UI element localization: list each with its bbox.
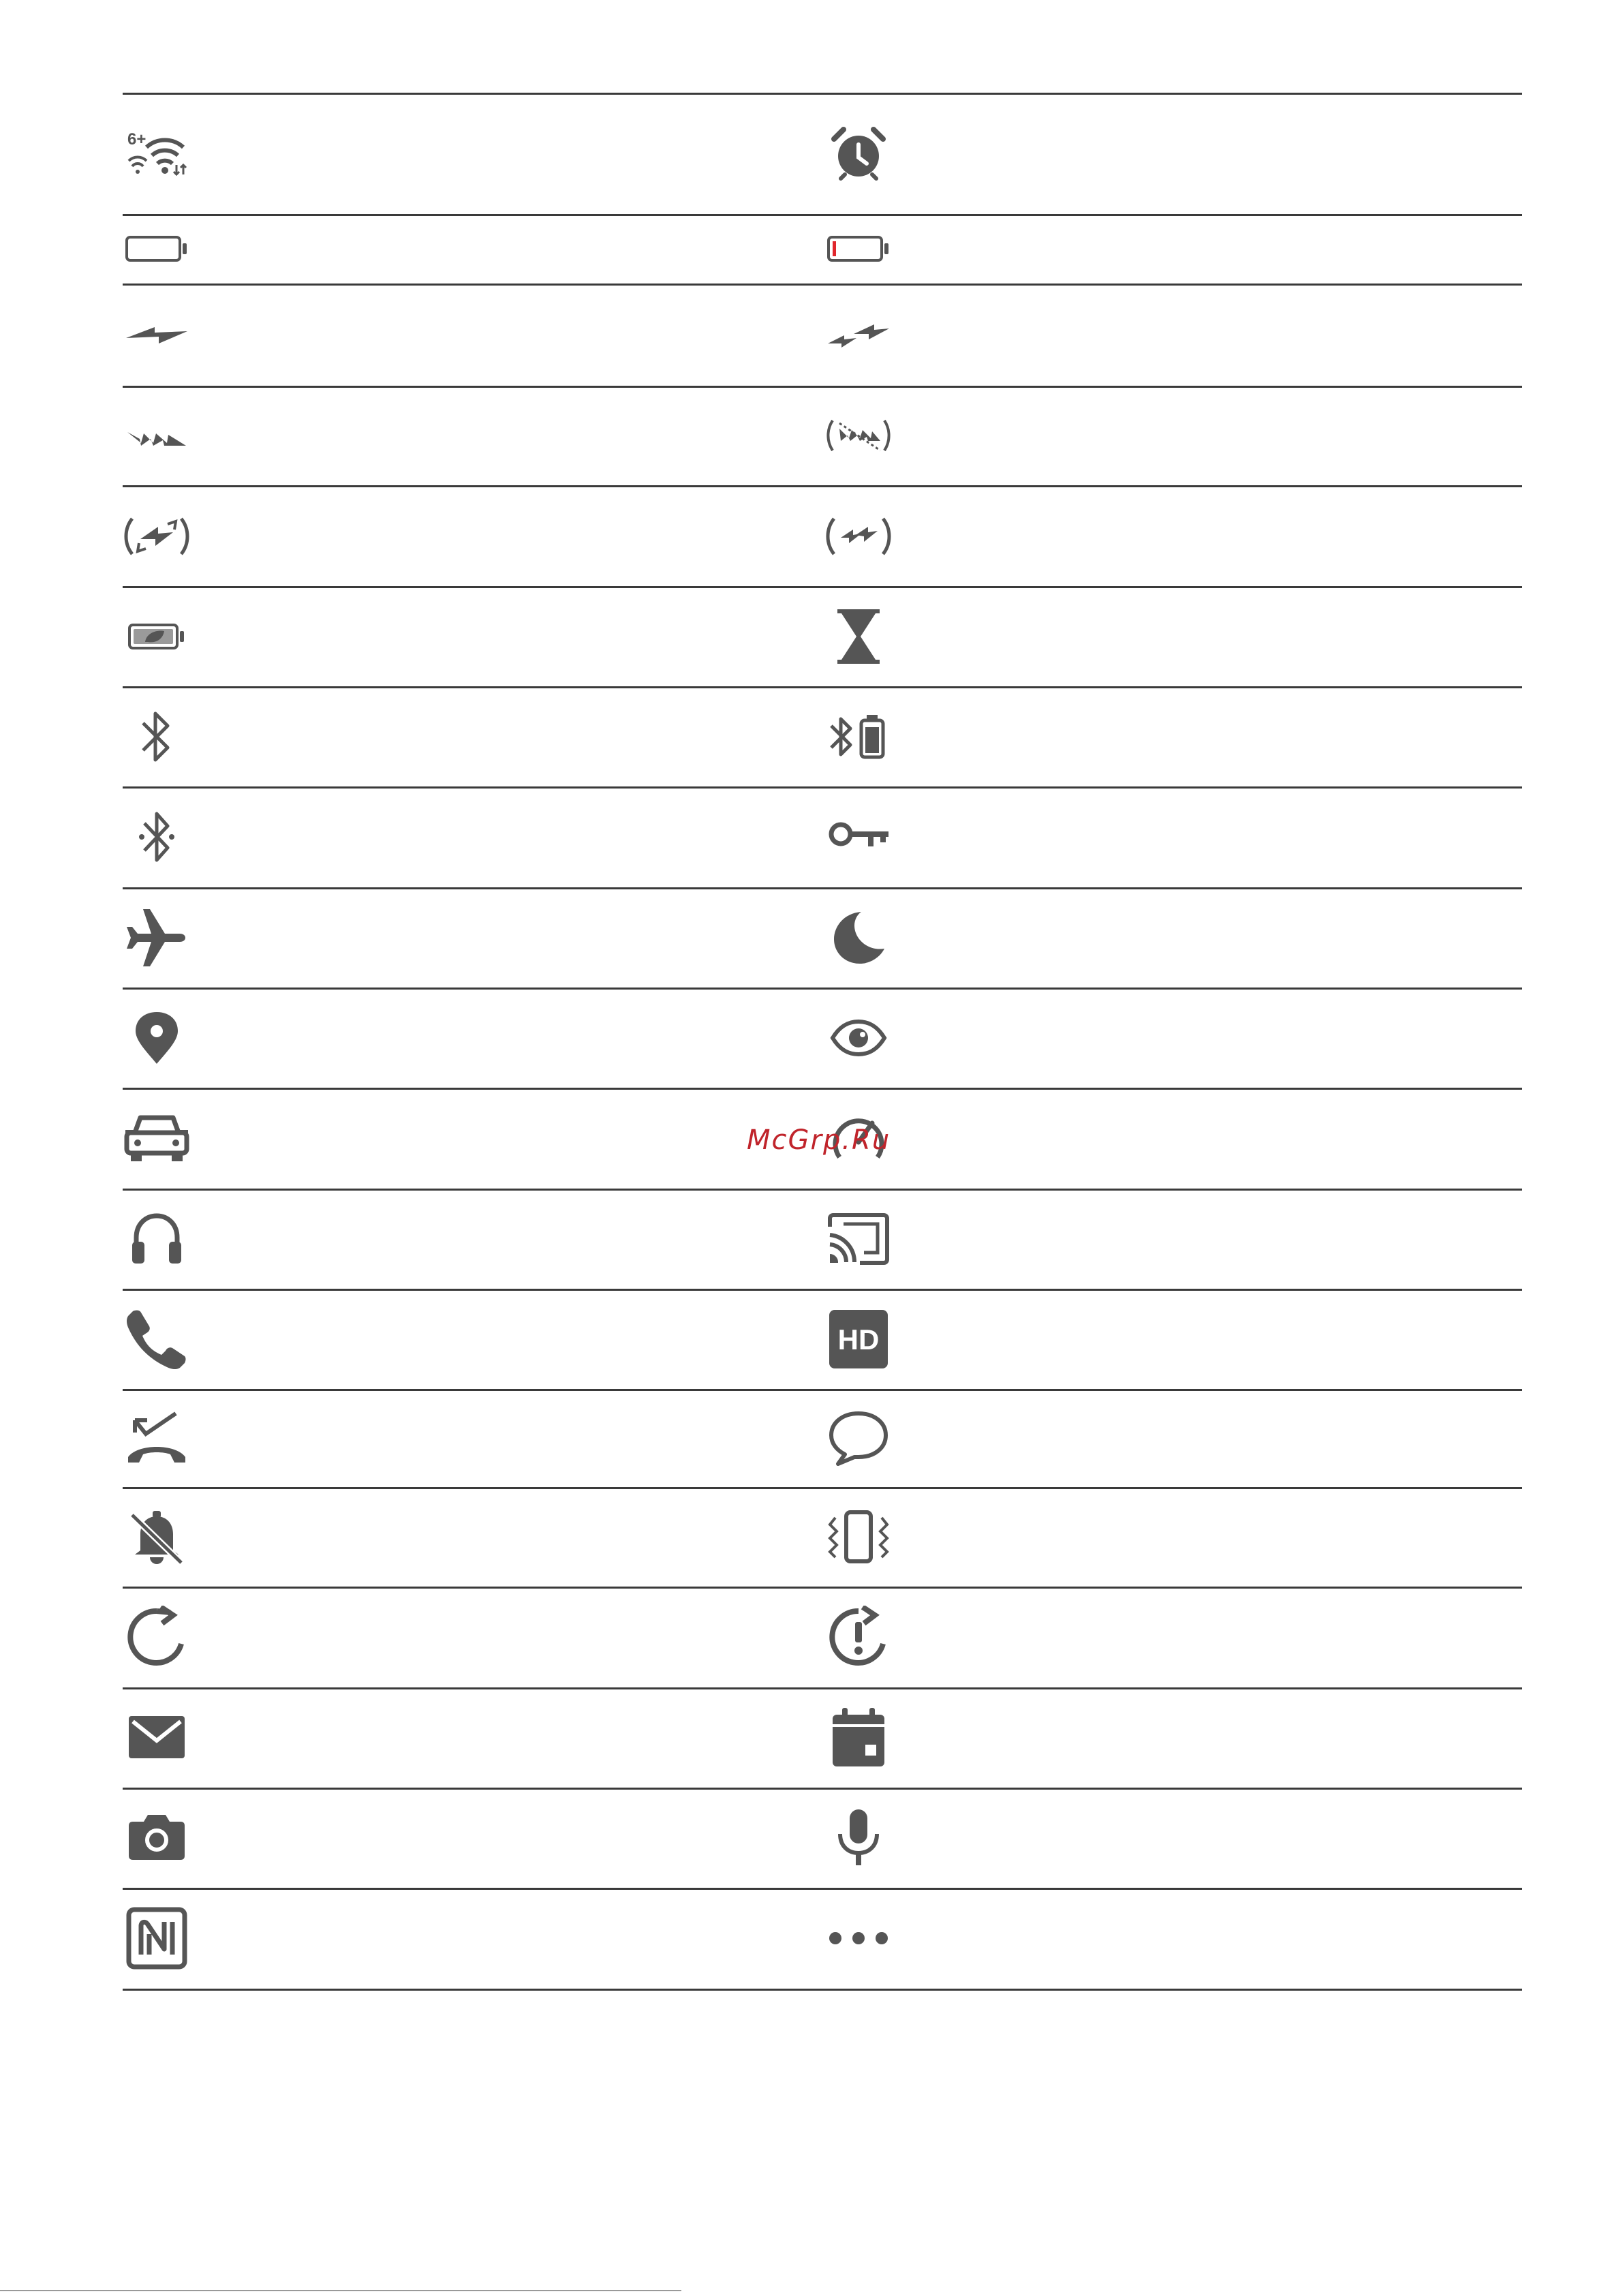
table-rule xyxy=(123,1989,1522,1991)
email-icon xyxy=(123,1703,191,1771)
location-pin-icon xyxy=(123,1004,191,1072)
table-rule xyxy=(123,386,1522,388)
wireless-quick-charging-icon xyxy=(824,502,893,570)
table-rule xyxy=(123,988,1522,990)
table-rule xyxy=(123,1587,1522,1589)
table-rule xyxy=(123,284,1522,286)
hd-voice-icon xyxy=(824,1305,893,1373)
missed-call-icon xyxy=(123,1404,191,1472)
syncing-icon xyxy=(123,1603,191,1671)
table-rule xyxy=(123,1487,1522,1489)
wireless-charging-icon xyxy=(123,502,191,570)
page-bottom-rule xyxy=(0,2290,681,2291)
microphone-icon xyxy=(824,1803,893,1871)
bluetooth-device-battery-icon xyxy=(824,703,893,771)
driving-mode-car-icon xyxy=(123,1104,191,1172)
table-rule xyxy=(123,1289,1522,1291)
wireless-super-charging-icon xyxy=(824,401,893,470)
table-rule xyxy=(123,485,1522,487)
svg-text:HD: HD xyxy=(837,1323,880,1356)
vibration-icon xyxy=(824,1503,893,1571)
super-charging-icon xyxy=(123,401,191,470)
table-rule xyxy=(123,1389,1522,1391)
hourglass-icon xyxy=(824,602,893,671)
camera-icon xyxy=(123,1803,191,1871)
headset-icon xyxy=(123,1205,191,1273)
table-rule xyxy=(123,1888,1522,1890)
sync-failed-icon xyxy=(824,1603,893,1671)
power-saving-icon xyxy=(123,602,191,671)
table-rule xyxy=(123,586,1522,588)
table-rule xyxy=(123,1189,1522,1191)
screen-cast-icon xyxy=(824,1205,893,1273)
table-rule xyxy=(123,786,1522,789)
table-rule xyxy=(123,1687,1522,1689)
silent-bell-off-icon xyxy=(123,1503,191,1571)
nfc-icon xyxy=(123,1904,191,1972)
battery-empty-icon xyxy=(123,215,191,283)
airplane-mode-icon xyxy=(123,904,191,972)
more-notifications-icon xyxy=(824,1904,893,1972)
watermark-text: McGrp.Ru xyxy=(747,1124,891,1156)
calendar-event-icon xyxy=(824,1703,893,1771)
table-rule xyxy=(123,1088,1522,1090)
charging-icon xyxy=(123,301,191,369)
do-not-disturb-moon-icon xyxy=(824,904,893,972)
phone-call-icon xyxy=(123,1305,191,1373)
table-rule xyxy=(123,686,1522,688)
quick-charging-icon xyxy=(824,301,893,369)
table-rule xyxy=(123,887,1522,889)
table-rule xyxy=(123,1788,1522,1790)
battery-low-icon xyxy=(824,215,893,283)
alarm-clock-icon xyxy=(824,120,893,188)
svg-text:6+: 6+ xyxy=(127,130,146,149)
bluetooth-icon xyxy=(123,703,191,771)
message-bubble-icon xyxy=(824,1404,893,1472)
table-rule xyxy=(123,93,1522,95)
wifi-6-plus-icon xyxy=(123,120,191,188)
vpn-key-icon xyxy=(824,803,893,871)
table-rule xyxy=(123,214,1522,216)
eye-comfort-icon xyxy=(824,1004,893,1072)
bluetooth-connected-icon xyxy=(123,803,191,871)
